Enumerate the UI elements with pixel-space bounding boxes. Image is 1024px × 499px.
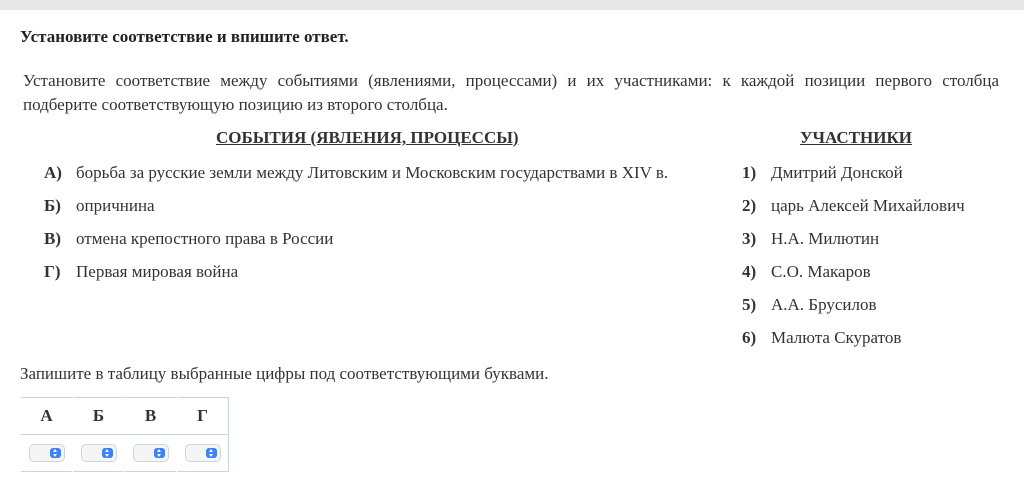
answer-select-v[interactable] [133, 444, 169, 462]
event-text: борьба за русские земли между Литовским и Московским государствами в XIV в. [76, 163, 669, 182]
event-text: Первая мировая война [76, 262, 239, 281]
event-key: Г) [44, 262, 61, 281]
participant-text: Малюта Скуратов [771, 328, 902, 347]
select-arrows-icon [102, 448, 113, 458]
participant-key: 5) [742, 295, 757, 314]
participant-item [742, 162, 965, 195]
participant-key: 4) [742, 262, 757, 281]
answer-header-b: Б [73, 398, 125, 435]
answer-table [20, 397, 229, 472]
answer-table-header-row [21, 398, 229, 435]
top-bar [0, 0, 1024, 10]
answer-header-g: Г [177, 398, 229, 435]
select-arrows-icon [206, 448, 217, 458]
participants-column-header: УЧАСТНИКИ [800, 128, 912, 147]
participant-item [742, 261, 965, 294]
event-text: опричнина [76, 196, 155, 215]
answer-header-a: А [21, 398, 73, 435]
participant-item [742, 294, 965, 327]
event-item [44, 228, 668, 261]
participant-item [742, 228, 965, 261]
task-prompt: Установите соответствие между событиями (явлениями, процессами) и их участниками: к каждой позиции первого столбца подберите соответствующую позицию из второго столбца. [23, 71, 999, 114]
answer-instruction: Запишите в таблицу выбранные цифры под соответствующими буквами. [20, 364, 549, 383]
task-title: Установите соответствие и впишите ответ. [20, 27, 349, 46]
participant-text: Н.А. Милютин [771, 229, 880, 248]
participant-key: 2) [742, 196, 757, 215]
participant-text: Дмитрий Донской [771, 163, 903, 182]
participant-key: 6) [742, 328, 757, 347]
answer-cell-a [21, 435, 73, 472]
participant-key: 1) [742, 163, 757, 182]
select-arrows-icon [50, 448, 61, 458]
participant-item [742, 195, 965, 228]
answer-cell-v [125, 435, 177, 472]
event-key: Б) [44, 196, 61, 215]
event-key: В) [44, 229, 61, 248]
participant-text: царь Алексей Михайлович [771, 196, 965, 215]
participant-key: 3) [742, 229, 757, 248]
answer-select-g[interactable] [185, 444, 221, 462]
answer-select-b[interactable] [81, 444, 117, 462]
participant-text: С.О. Макаров [771, 262, 871, 281]
answer-header-v: В [125, 398, 177, 435]
select-arrows-icon [154, 448, 165, 458]
answer-select-a[interactable] [29, 444, 65, 462]
event-item [44, 195, 668, 228]
event-item [44, 162, 668, 195]
answer-table-input-row [21, 435, 229, 472]
participants-list [742, 162, 965, 360]
event-key: А) [44, 163, 62, 182]
participant-text: А.А. Брусилов [771, 295, 877, 314]
event-text: отмена крепостного права в России [76, 229, 334, 248]
events-list [44, 162, 668, 294]
events-column-header: СОБЫТИЯ (ЯВЛЕНИЯ, ПРОЦЕССЫ) [216, 128, 519, 147]
answer-cell-g [177, 435, 229, 472]
participant-item [742, 327, 965, 360]
answer-cell-b [73, 435, 125, 472]
event-item [44, 261, 668, 294]
